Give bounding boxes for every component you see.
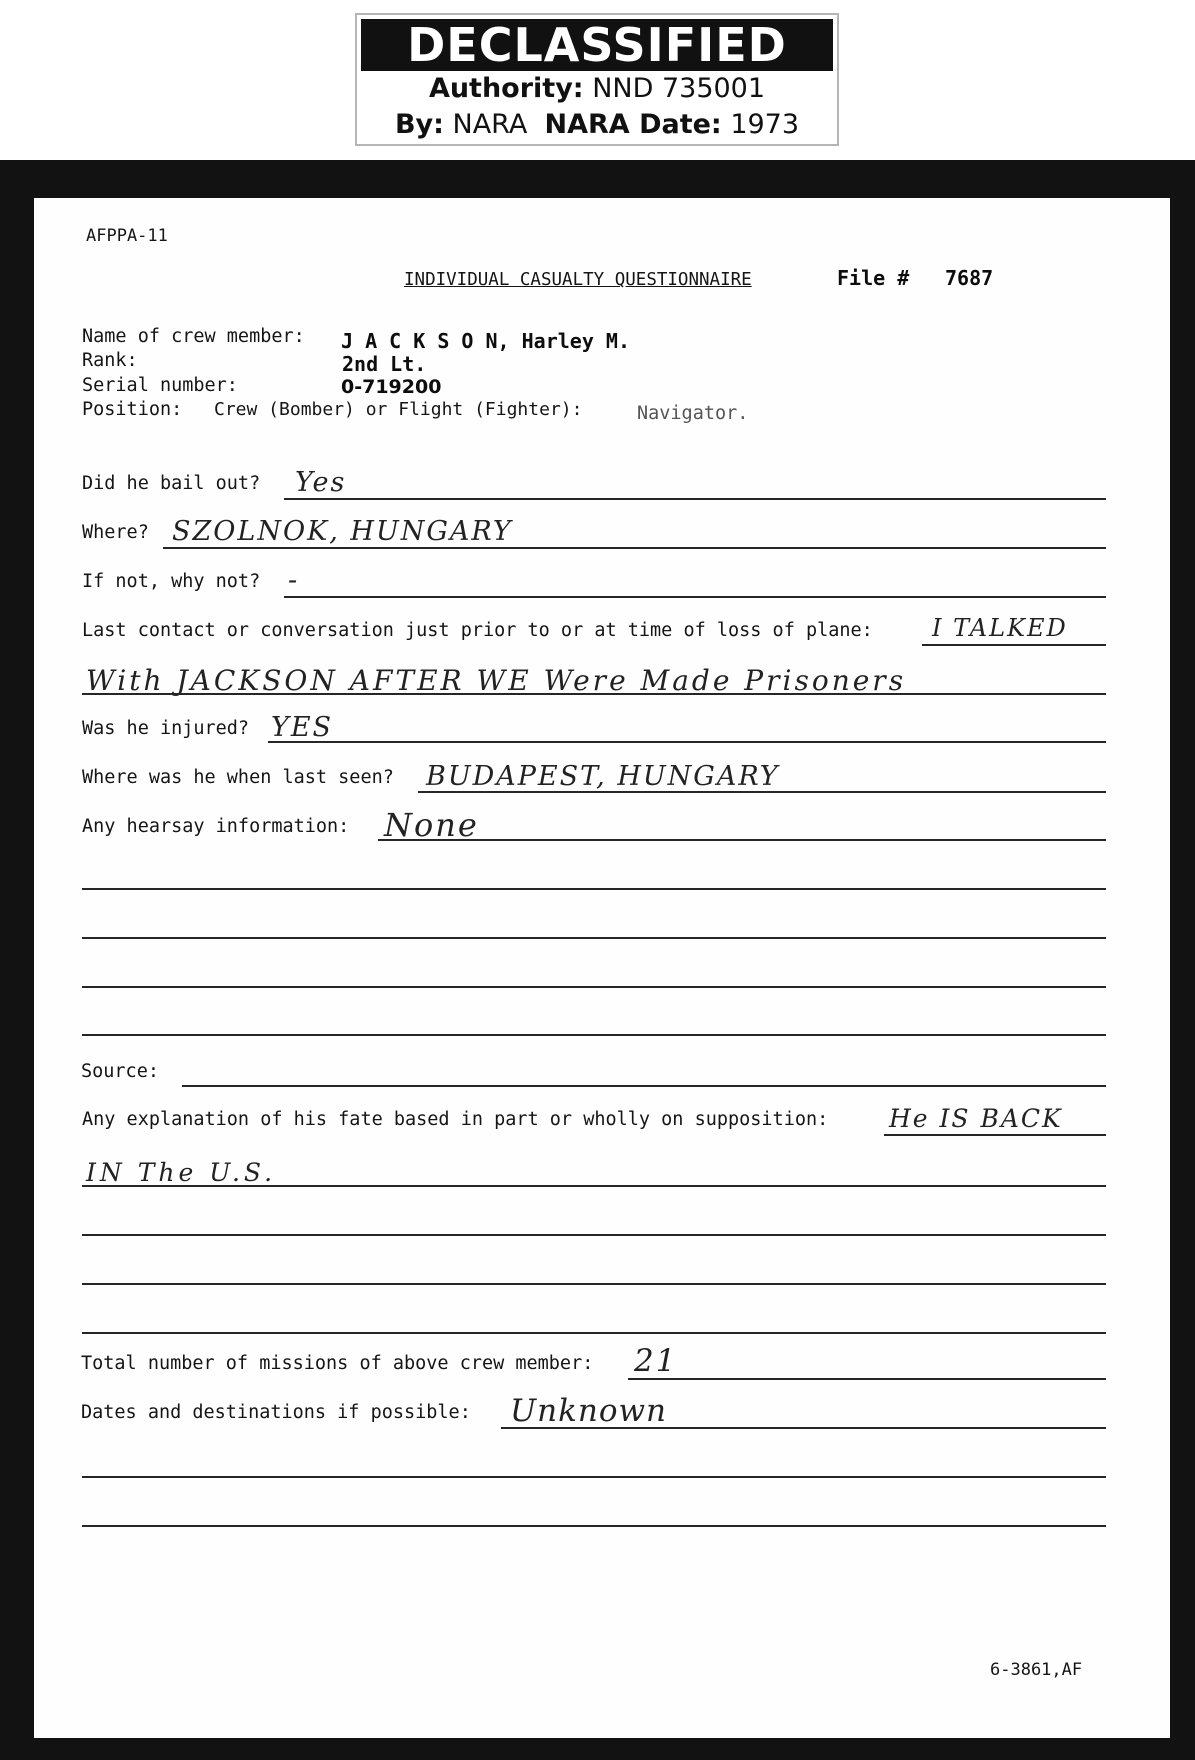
fate-answer-2: IN The U.S. [86, 1158, 277, 1187]
name-value: J A C K S O N, Harley M. [341, 329, 630, 353]
fate-label: Any explanation of his fate based in part or wholly on supposition: [82, 1109, 829, 1130]
position-label: Position: [82, 399, 183, 420]
fate-answer-1: He IS BACK [889, 1104, 1063, 1133]
stamp-authority [357, 71, 837, 107]
last-contact-line-1 [922, 644, 1106, 646]
stamp-by-label: By: [394, 109, 444, 140]
last-contact-line-2 [82, 693, 1106, 695]
dates-answer: Unknown [510, 1393, 668, 1429]
injured-label: Was he injured? [82, 718, 250, 739]
last-contact-label: Last contact or conversation just prior to or at time of loss of plane: [82, 620, 873, 641]
where-label: Where? [82, 522, 149, 543]
hearsay-answer: None [384, 806, 479, 844]
position-value: Navigator. [637, 403, 749, 424]
missions-line [628, 1378, 1106, 1380]
dates-blank-line [82, 1525, 1106, 1527]
if-not-line [284, 596, 1106, 598]
missions-label: Total number of missions of above crew member: [81, 1353, 594, 1374]
stamp-authority-label: Authority: [428, 73, 584, 104]
injured-line [268, 741, 1106, 743]
dates-blank-line [82, 1476, 1106, 1478]
hearsay-line [378, 839, 1106, 841]
rank-value: 2nd Lt. [342, 352, 427, 376]
if-not-answer: - [288, 565, 300, 596]
source-line [182, 1085, 1106, 1087]
hearsay-blank-line [82, 986, 1106, 988]
hearsay-blank-line [82, 1034, 1106, 1036]
stamp-by-value: NARA [452, 109, 528, 140]
fate-line-1 [884, 1134, 1106, 1136]
hearsay-blank-line [82, 937, 1106, 939]
position-options: Crew (Bomber) or Flight (Fighter): [214, 399, 583, 420]
last-contact-answer-2: With JACKSON AFTER WE Were Made Prisoners [86, 664, 907, 697]
last-seen-line [418, 791, 1106, 793]
bail-out-answer: Yes [295, 467, 347, 498]
dates-label: Dates and destinations if possible: [81, 1402, 471, 1423]
last-contact-answer-1: I TALKED [932, 614, 1068, 642]
name-label: Name of crew member: [82, 326, 305, 347]
where-line [163, 547, 1106, 549]
injured-answer: YES [271, 712, 334, 743]
dates-line [501, 1427, 1106, 1429]
rank-label: Rank: [82, 350, 138, 371]
fate-blank-line [82, 1234, 1106, 1236]
serial-label: Serial number: [82, 375, 238, 396]
hearsay-blank-line [82, 888, 1106, 890]
missions-answer: 21 [634, 1343, 678, 1379]
source-label: Source: [81, 1061, 159, 1082]
bail-out-line [284, 498, 1106, 500]
file-label: File # [837, 266, 910, 290]
stamp-by-date [357, 107, 837, 143]
stamp-date-label: NARA Date: [544, 109, 722, 140]
form-code: AFPPA-11 [86, 226, 168, 246]
declassified-stamp [355, 13, 839, 146]
fate-line-2 [82, 1185, 1106, 1187]
fate-blank-line [82, 1332, 1106, 1334]
fate-blank-line [82, 1283, 1106, 1285]
footer-code: 6-3861,AF [990, 1660, 1083, 1680]
stamp-authority-value: NND 735001 [592, 73, 766, 104]
where-answer: SZOLNOK, HUNGARY [172, 516, 513, 547]
last-seen-label: Where was he when last seen? [82, 767, 394, 788]
file-number: 7687 [945, 266, 994, 290]
last-seen-answer: BUDAPEST, HUNGARY [426, 761, 780, 792]
stamp-title: DECLASSIFIED [361, 19, 833, 71]
form-title: INDIVIDUAL CASUALTY QUESTIONNAIRE [404, 270, 752, 290]
form-paper [34, 198, 1170, 1738]
if-not-label: If not, why not? [82, 571, 261, 592]
hearsay-label: Any hearsay information: [82, 816, 350, 837]
serial-value: 0-719200 [341, 376, 442, 398]
stamp-date-value: 1973 [730, 109, 800, 140]
bail-out-label: Did he bail out? [82, 473, 261, 494]
